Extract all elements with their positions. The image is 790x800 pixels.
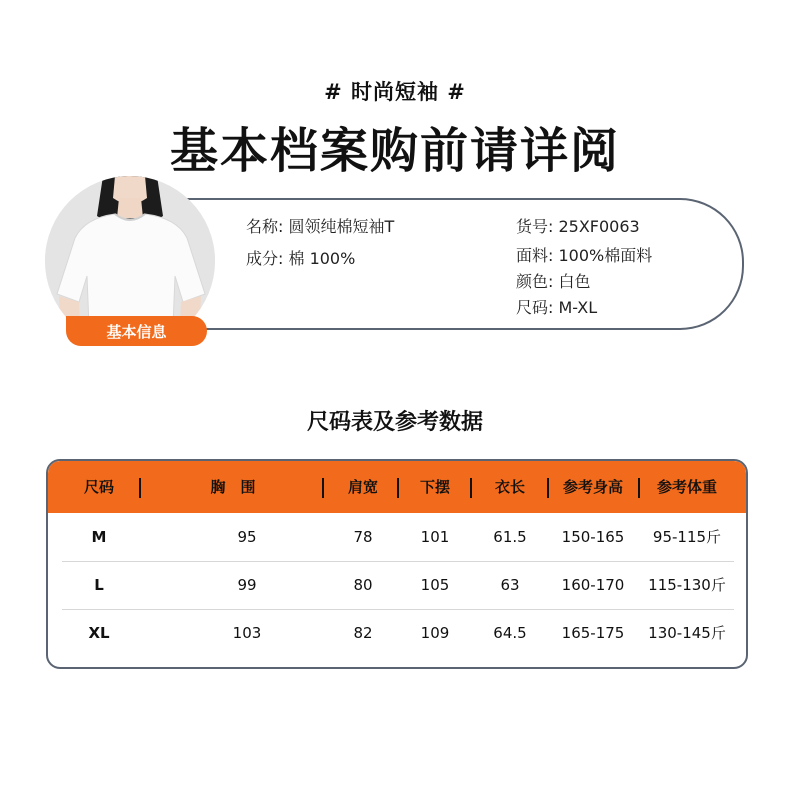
cell-hem: 101 <box>420 528 450 546</box>
product-composition: 成分: 棉 100% <box>246 249 356 268</box>
size-table-title: 尺码表及参考数据 <box>306 410 483 435</box>
header-ref-height: 参考身高 <box>562 478 623 496</box>
cell-ref-height: 165-175 <box>561 624 625 642</box>
cell-chest: 99 <box>237 576 257 594</box>
cell-ref-height: 150-165 <box>561 528 625 546</box>
cell-hem: 109 <box>420 624 450 642</box>
header-divider <box>397 478 399 498</box>
cell-length: 64.5 <box>493 624 527 642</box>
product-size-range: 尺码: M-XL <box>516 298 598 317</box>
cell-shoulder: 80 <box>353 576 373 594</box>
cell-hem: 105 <box>420 576 450 594</box>
basic-info-card <box>150 198 744 330</box>
cell-ref-weight: 95-115斤 <box>652 528 722 546</box>
header-shoulder: 肩宽 <box>347 478 378 496</box>
header-hem: 下摆 <box>419 478 450 496</box>
cell-ref-height: 160-170 <box>561 576 625 594</box>
header-divider <box>139 478 141 498</box>
header-length: 衣长 <box>494 478 525 496</box>
cell-size: XL <box>88 624 110 642</box>
product-color: 颜色: 白色 <box>516 272 591 291</box>
table-row <box>62 609 734 657</box>
header-divider <box>470 478 472 498</box>
basic-info-badge: 基本信息 <box>66 316 207 346</box>
product-item-number: 货号: 25XF0063 <box>516 217 640 236</box>
subtitle: # 时尚短袖 # <box>324 80 466 104</box>
table-header <box>48 461 746 513</box>
cell-shoulder: 78 <box>353 528 373 546</box>
cell-chest: 103 <box>232 624 262 642</box>
cell-length: 63 <box>500 576 520 594</box>
table-row <box>62 513 734 562</box>
product-name: 名称: 圆领纯棉短袖T <box>246 217 395 236</box>
header-chest: 胸 围 <box>210 478 256 496</box>
cell-length: 61.5 <box>493 528 527 546</box>
cell-shoulder: 82 <box>353 624 373 642</box>
header-divider <box>322 478 324 498</box>
cell-size: M <box>91 528 107 546</box>
cell-chest: 95 <box>237 528 257 546</box>
cell-size: L <box>94 576 104 594</box>
product-fabric: 面料: 100%棉面料 <box>516 246 653 265</box>
table-row <box>62 561 734 610</box>
cell-ref-weight: 130-145斤 <box>648 624 726 642</box>
size-table <box>46 459 748 669</box>
page-title: 基本档案购前请详阅 <box>169 123 620 179</box>
header-size: 尺码 <box>83 478 114 496</box>
header-ref-weight: 参考体重 <box>656 478 717 496</box>
cell-ref-weight: 115-130斤 <box>648 576 726 594</box>
header-divider <box>638 478 640 498</box>
